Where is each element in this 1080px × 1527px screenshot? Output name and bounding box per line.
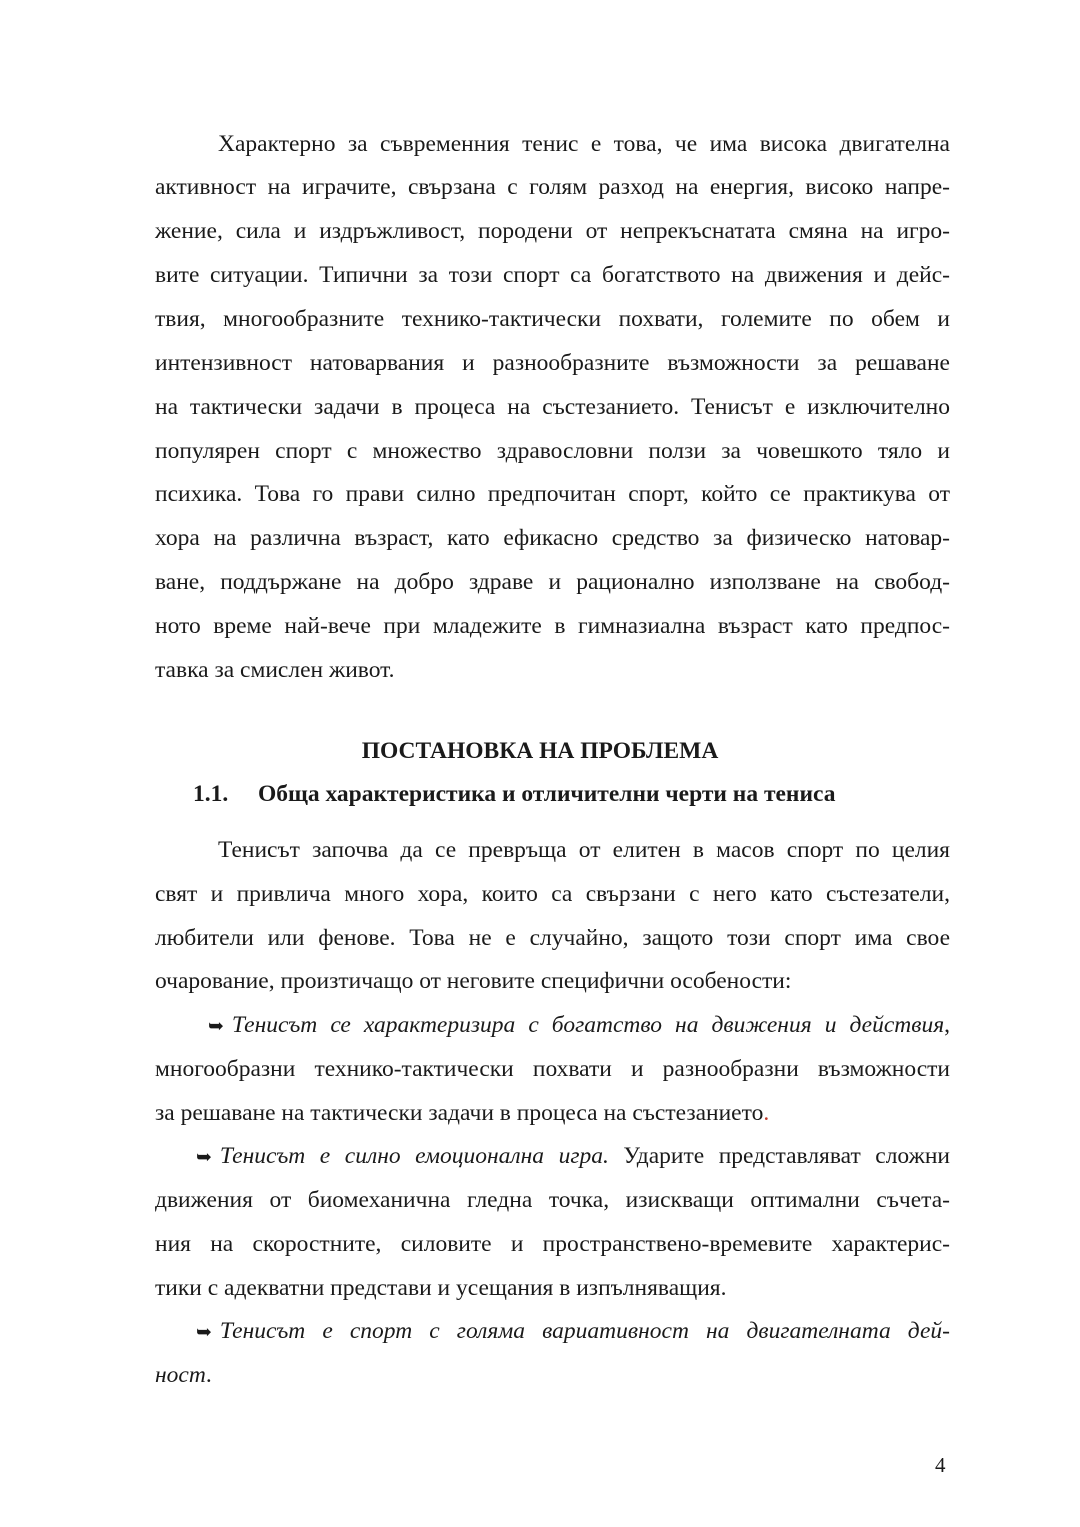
paragraph-line: любители или фенове. Това не е случайно, защото този спорт има свое — [155, 925, 950, 951]
subsection-title: Обща характеристика и отличителни черти на тениса — [258, 781, 836, 807]
section-heading: ПОСТАНОВКА НА ПРОБЛЕМА — [361, 738, 719, 764]
bullet-item — [208, 1010, 950, 1041]
bullet-end-mark: . — [763, 1100, 770, 1126]
arrow-bullet-icon: ➥ — [208, 1015, 224, 1037]
bullet-text: за решаване на тактически задачи в процеса на състезанието — [155, 1100, 764, 1126]
paragraph-line: вите ситуации. Типични за този спорт са богатството на движения и дейс- — [155, 262, 950, 288]
paragraph-line: ване, поддържане на добро здраве и рационално използване на свобод- — [155, 569, 950, 595]
paragraph-line: многообразни технико-тактически похвати и разнообразни възможности — [155, 1056, 950, 1082]
arrow-bullet-icon: ➥ — [196, 1321, 212, 1343]
page-number: 4 — [935, 1453, 946, 1477]
paragraph-line: Характерно за съвременния тенис е това, че има висока двигателна — [218, 131, 950, 157]
paragraph-line: движения от биомеханична гледна точка, изискващи оптимални съчета- — [155, 1187, 950, 1213]
paragraph-line: очарование, произтичащо от неговите специфични особености: — [155, 968, 792, 994]
paragraph-line: хора на различна възраст, като ефикасно средство за физическо натовар- — [155, 525, 950, 551]
arrow-bullet-icon: ➥ — [196, 1146, 212, 1168]
paragraph-line: тавка за смислен живот. — [155, 657, 395, 683]
subsection-heading — [193, 779, 835, 809]
paragraph-line: тики с адекватни представи и усещания в изпълняващия. — [155, 1275, 727, 1301]
paragraph-line: свят и привлича много хора, които са свързани с него като състезатели, — [155, 881, 950, 907]
paragraph-line: ния на скоростните, силовите и пространствено-времевите характерис- — [155, 1231, 950, 1257]
bullet-emphasis: Тенисът е спорт с голяма вариативност на двигателната дей- — [219, 1318, 950, 1344]
bullet-text: , — [944, 1012, 950, 1038]
paragraph-line: Тенисът започва да се превръща от елитен в масов спорт по целия — [218, 837, 950, 863]
bullet-end-mark: . — [205, 1362, 212, 1388]
subsection-number: 1.1. — [193, 781, 229, 807]
paragraph-line: твия, многообразните технико-тактически похвати, големите по обем и — [155, 306, 950, 332]
bullet-emphasis: Тенисът е силно емоционална игра. — [219, 1143, 609, 1169]
bullet-item — [196, 1141, 950, 1172]
paragraph-line: популярен спорт с множество здравословни ползи за човешкото тяло и — [155, 438, 950, 464]
paragraph-line: на тактически задачи в процеса на състезанието. Тенисът е изключително — [155, 394, 950, 420]
bullet-emphasis: ност — [155, 1362, 206, 1388]
paragraph-line: ното време най-вече при младежите в гимназиална възраст като предпос- — [155, 613, 950, 639]
paragraph-line — [155, 1360, 950, 1390]
bullet-item — [196, 1316, 950, 1347]
bullet-emphasis: Тенисът се характеризира с богатство на движения и действия — [231, 1012, 945, 1038]
paragraph-line: интензивност натоварвания и разнообразните възможности за решаване — [155, 350, 950, 376]
paragraph-line: активност на играчите, свързана с голям разход на енергия, високо напре- — [155, 174, 950, 200]
bullet-text: Ударите представляват сложни — [608, 1143, 950, 1169]
paragraph-line: жение, сила и издръжливост, породени от непрекъснатата смяна на игро- — [155, 218, 950, 244]
paragraph-line: психика. Това го прави силно предпочитан спорт, който се практикува от — [155, 481, 950, 507]
paragraph-line — [155, 1098, 950, 1128]
